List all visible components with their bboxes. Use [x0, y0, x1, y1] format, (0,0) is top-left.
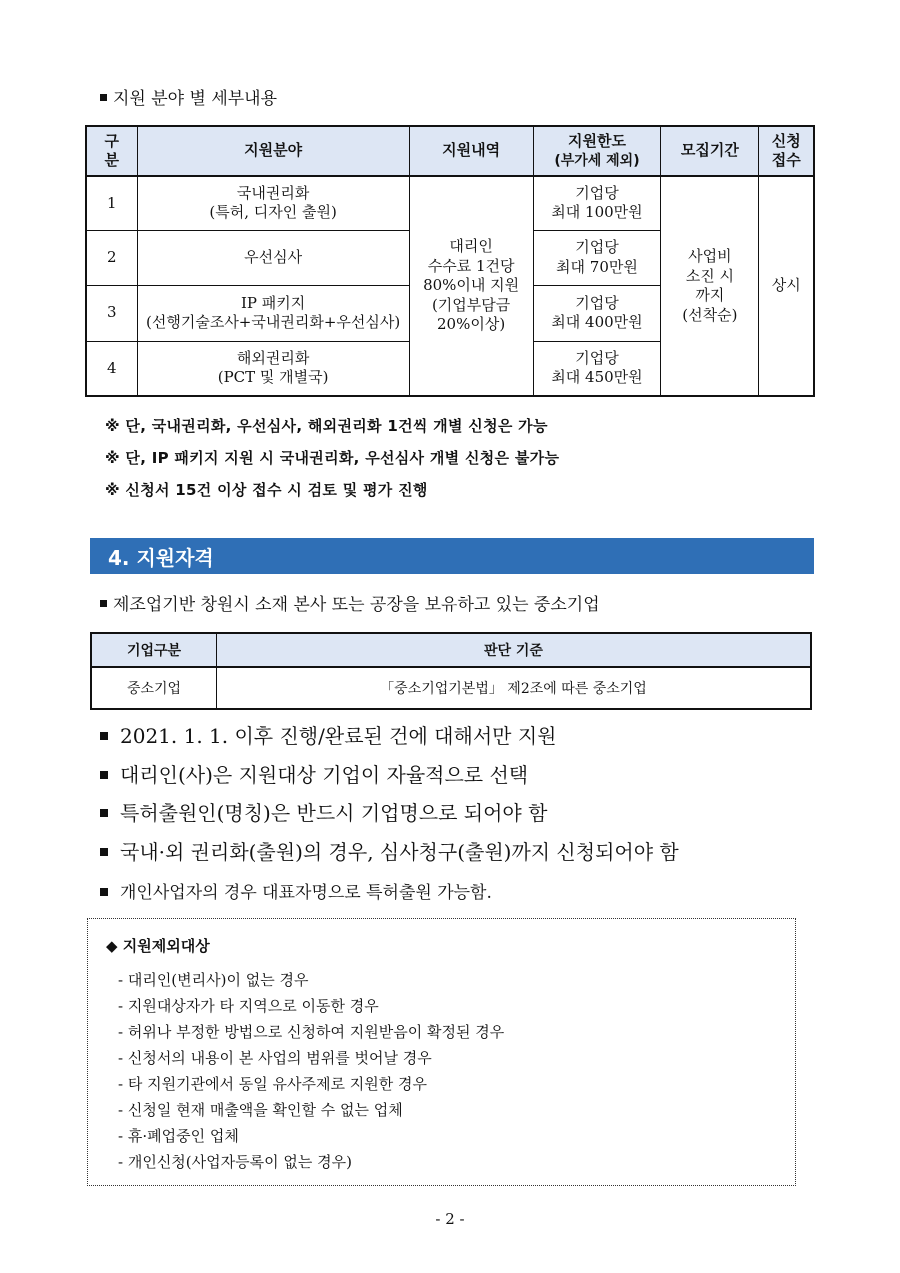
header-apply: 신청 접수	[759, 126, 814, 176]
row-limit: 기업당 최대 70만원	[533, 230, 661, 285]
list-item: - 신청일 현재 매출액을 확인할 수 없는 업체	[118, 1101, 403, 1119]
section-heading-support-details: 지원 분야 별 세부내용	[100, 84, 277, 109]
criteria-table	[90, 632, 812, 710]
condition-item: 개인사업자의 경우 대표자명으로 특허출원 가능함.	[100, 878, 492, 903]
page-number: - 2 -	[435, 1210, 465, 1228]
row-no: 2	[86, 230, 137, 285]
note-2: ※ 단, IP 패키지 지원 시 국내권리화, 우선심사 개별 신청은 불가능	[105, 449, 560, 467]
support-content-cell: 대리인 수수료 1건당 80%이내 지원 (기업부담금 20%이상)	[409, 176, 533, 396]
row-no: 1	[86, 176, 137, 230]
list-item: - 신청서의 내용이 본 사업의 범위를 벗어날 경우	[118, 1049, 432, 1067]
list-item: - 지원대상자가 타 지역으로 이동한 경우	[118, 997, 379, 1015]
square-bullet-icon	[100, 771, 108, 779]
list-item: - 허위나 부정한 방법으로 신청하여 지원받음이 확정된 경우	[118, 1023, 505, 1041]
section-title: 4. 지원자격	[108, 546, 214, 570]
square-bullet-icon	[100, 809, 108, 817]
exclusion-title: ◆ 지원제외대상	[106, 937, 210, 955]
row-no: 3	[86, 285, 137, 341]
row-limit: 기업당 최대 100만원	[533, 176, 661, 230]
header-no: 구 분	[86, 126, 137, 176]
support-table	[85, 125, 815, 397]
header-criteria: 판단 기준	[217, 633, 812, 667]
condition-item: 2021. 1. 1. 이후 진행/완료된 건에 대해서만 지원	[100, 720, 556, 749]
condition-item: 국내·외 권리화(출원)의 경우, 심사청구(출원)까지 신청되어야 함	[100, 836, 679, 865]
exclusion-box	[87, 918, 796, 1186]
header-limit: 지원한도 (부가세 제외)	[533, 126, 661, 176]
list-item: - 휴·폐업중인 업체	[118, 1127, 239, 1145]
square-bullet-icon	[100, 732, 108, 740]
row-field: 국내권리화 (특허, 디자인 출원)	[137, 176, 409, 230]
period-cell: 사업비 소진 시 까지 (선착순)	[661, 176, 759, 396]
list-item: - 타 지원기관에서 동일 유사주제로 지원한 경우	[118, 1075, 427, 1093]
list-item: - 대리인(변리사)이 없는 경우	[118, 971, 309, 989]
condition-item: 대리인(사)은 지원대상 기업이 자율적으로 선택	[100, 759, 528, 788]
exclusion-list	[118, 967, 504, 1175]
header-field: 지원분야	[137, 126, 409, 176]
section-heading-eligibility: 제조업기반 창원시 소재 본사 또는 공장을 보유하고 있는 중소기업	[100, 590, 600, 615]
square-bullet-icon	[100, 94, 107, 101]
header-company-type: 기업구분	[91, 633, 217, 667]
table-row	[91, 667, 811, 709]
row-field: IP 패키지 (선행기술조사+국내권리화+우선심사)	[137, 285, 409, 341]
note-1: ※ 단, 국내권리화, 우선심사, 해외권리화 1건씩 개별 신청은 가능	[105, 417, 548, 435]
row-limit: 기업당 최대 400만원	[533, 285, 661, 341]
row-field: 우선심사	[137, 230, 409, 285]
header-content: 지원내역	[409, 126, 533, 176]
row-no: 4	[86, 341, 137, 396]
note-3: ※ 신청서 15건 이상 접수 시 검토 및 평가 진행	[105, 481, 428, 499]
row-field: 해외권리화 (PCT 및 개별국)	[137, 341, 409, 396]
table-row	[86, 176, 814, 230]
square-bullet-icon	[100, 848, 108, 856]
square-bullet-icon	[100, 888, 108, 896]
square-bullet-icon	[100, 600, 107, 607]
header-period: 모집기간	[661, 126, 759, 176]
section-title-bar	[90, 538, 814, 574]
condition-item: 특허출원인(명칭)은 반드시 기업명으로 되어야 함	[100, 797, 547, 826]
list-item: - 개인신청(사업자등록이 없는 경우)	[118, 1153, 352, 1171]
apply-cell: 상시	[759, 176, 814, 396]
criteria-cell: 「중소기업기본법」 제2조에 따른 중소기업	[217, 667, 812, 709]
row-limit: 기업당 최대 450만원	[533, 341, 661, 396]
company-type-cell: 중소기업	[91, 667, 217, 709]
